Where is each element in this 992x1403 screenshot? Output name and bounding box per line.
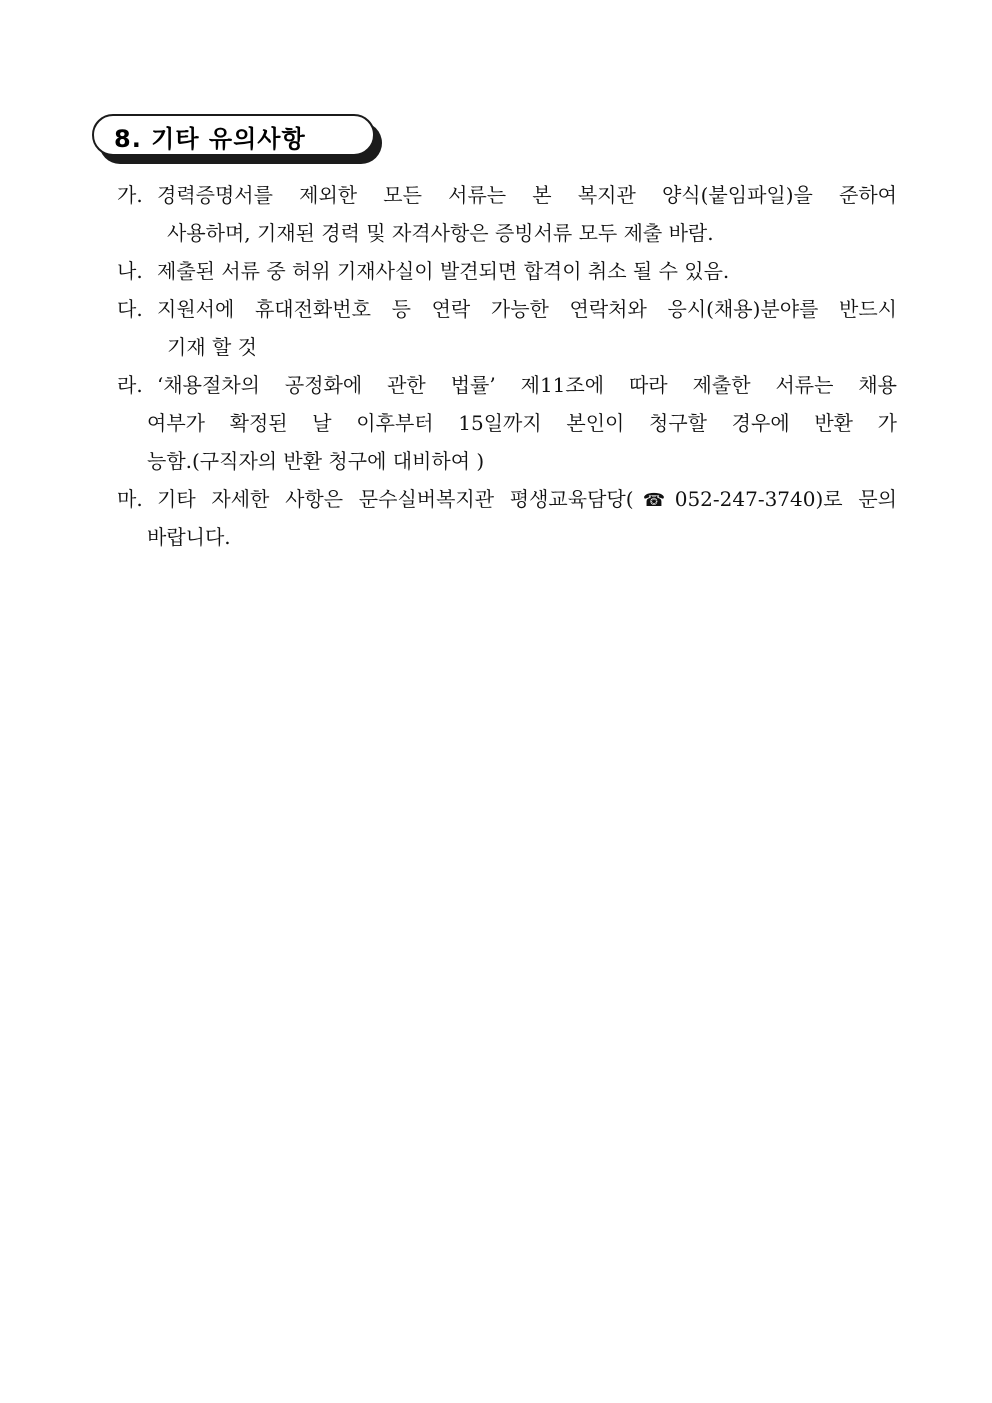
phone-number: 052-247-3740 — [674, 487, 816, 511]
item-text: 바랍니다. — [147, 525, 231, 549]
item-line — [117, 480, 897, 518]
item-line — [117, 366, 897, 404]
item-marker: 가. — [117, 183, 143, 207]
list-item — [117, 366, 897, 480]
item-line — [117, 290, 897, 328]
item-line — [117, 518, 897, 556]
item-marker: 마. — [117, 487, 143, 511]
section-title: 8. 기타 유의사항 — [114, 125, 306, 153]
item-line — [117, 214, 897, 252]
list-item — [117, 176, 897, 252]
item-text: 제출된 서류 중 허위 기재사실이 발견되면 합격이 취소 될 수 있음. — [157, 259, 730, 283]
item-line — [117, 252, 897, 290]
item-text: 능함.(구직자의 반환 청구에 대비하여 ) — [147, 449, 485, 473]
item-text: 여부가 확정된 날 이후부터 15일까지 본인이 청구할 경우에 반환 가 — [147, 411, 897, 435]
item-line — [117, 328, 897, 366]
list-item — [117, 290, 897, 366]
item-text: 기타 자세한 사항은 문수실버복지관 평생교육담당( — [157, 487, 634, 511]
list-item — [117, 480, 897, 556]
phone-icon: ☎ — [633, 490, 675, 511]
item-text: )로 문의 — [815, 487, 897, 511]
item-text: 경력증명서를 제외한 모든 서류는 본 복지관 양식(붙임파일)을 준하여 — [157, 183, 897, 207]
item-marker: 다. — [117, 297, 143, 321]
item-text: 지원서에 휴대전화번호 등 연락 가능한 연락처와 응시(채용)분야를 반드시 — [157, 297, 897, 321]
list-item — [117, 252, 897, 290]
item-text: 기재 할 것 — [167, 335, 257, 359]
item-marker: 라. — [117, 373, 143, 397]
item-line — [117, 404, 897, 442]
item-marker: 나. — [117, 259, 143, 283]
item-line — [117, 176, 897, 214]
section-header — [92, 114, 386, 168]
item-text: ‘채용절차의 공정화에 관한 법률’ 제11조에 따라 제출한 서류는 채용 — [157, 373, 897, 397]
notice-list — [117, 176, 897, 556]
item-line — [117, 442, 897, 480]
item-text: 사용하며, 기재된 경력 및 자격사항은 증빙서류 모두 제출 바람. — [167, 221, 714, 245]
